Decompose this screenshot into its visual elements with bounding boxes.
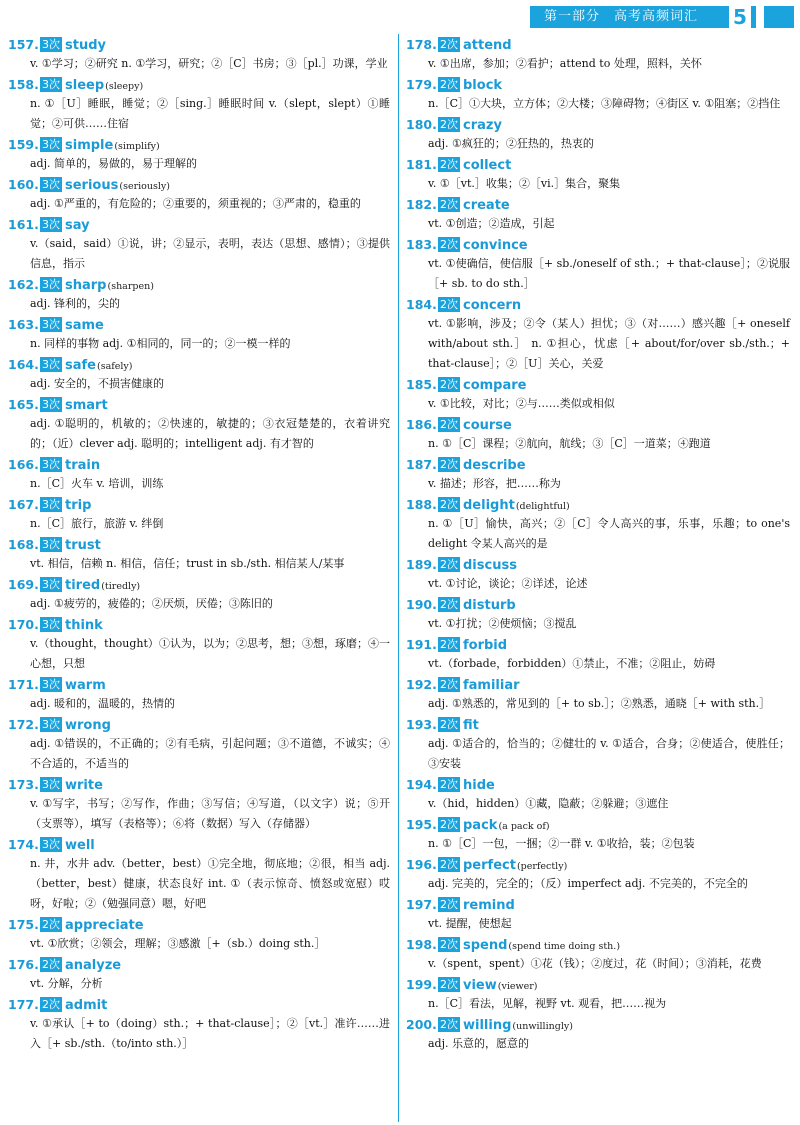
entry-headword-line	[406, 894, 790, 914]
frequency-badge: 2次	[440, 78, 458, 91]
headword: block	[463, 78, 503, 93]
vocab-entry	[8, 274, 390, 314]
entry-number: 161.	[8, 217, 39, 232]
frequency-badge: 2次	[440, 418, 458, 431]
frequency-badge: 2次	[440, 158, 458, 171]
entry-headword-line	[406, 114, 790, 134]
frequency-badge: 2次	[440, 778, 458, 791]
vocab-entry	[406, 234, 790, 294]
entry-number: 188.	[406, 497, 437, 512]
frequency-badge: 3次	[42, 218, 60, 231]
frequency-badge: 2次	[440, 718, 458, 731]
frequency-badge: 3次	[42, 38, 60, 51]
entry-definition: v.（said，said）①说，讲；②显示，表明，表达（思想、感情）；③提供信息，指示	[30, 237, 390, 270]
frequency-badge: 3次	[42, 358, 60, 371]
headword: safe	[65, 358, 96, 373]
related-form: (viewer)	[497, 981, 538, 992]
entry-definition: vt.（forbade，forbidden）①禁止，不准；②阻止，妨碍	[428, 657, 716, 670]
headword: delight	[463, 498, 515, 513]
headword: pack	[463, 818, 498, 833]
vocab-entry	[8, 914, 390, 954]
headword: spend	[463, 938, 508, 953]
entry-headword-line	[8, 314, 390, 334]
headword: admit	[65, 998, 108, 1013]
entry-number: 183.	[406, 237, 437, 252]
vocab-entry	[406, 374, 790, 414]
frequency-badge: 3次	[42, 778, 60, 791]
entry-definition: n. ①［U］愉快，高兴；②［C］令人高兴的事，乐事，乐趣；to one's delight 令某人高兴的是	[428, 517, 790, 550]
entry-number: 167.	[8, 497, 39, 512]
entry-headword-line	[406, 774, 790, 794]
entry-number: 193.	[406, 717, 437, 732]
entry-headword-line	[8, 394, 390, 414]
vocab-entry	[8, 774, 390, 834]
frequency-badge: 2次	[440, 678, 458, 691]
headword: fit	[463, 718, 479, 733]
vocab-entry	[8, 494, 390, 534]
headword: warm	[65, 678, 106, 693]
entry-headword-line	[406, 294, 790, 314]
headword: disturb	[463, 598, 516, 613]
frequency-badge: 2次	[440, 558, 458, 571]
related-form: (perfectly)	[516, 861, 568, 872]
entry-definition: vt. ①讨论，谈论；②详述，论述	[428, 577, 588, 590]
headword: appreciate	[65, 918, 144, 933]
entry-definition: adj. ①错误的，不正确的；②有毛病，引起问题；③不道德，不诚实；④不合适的，不适当的	[30, 737, 390, 770]
headword: sharp	[65, 278, 107, 293]
vocab-entry	[406, 194, 790, 234]
vocab-entry	[8, 534, 390, 574]
entry-definition: v. ①比较，对比；②与……类似或相似	[428, 397, 615, 410]
frequency-badge: 2次	[440, 818, 458, 831]
entry-number: 192.	[406, 677, 437, 692]
entry-definition: adj. 安全的，不损害健康的	[30, 377, 165, 390]
frequency-badge: 3次	[42, 538, 60, 551]
entry-definition: v. ①出席，参加；②看护；attend to 处理，照料，关怀	[428, 57, 702, 70]
related-form: (safely)	[96, 361, 133, 372]
vocab-entry	[8, 34, 390, 74]
section-title: 第一部分 高考高频词汇	[544, 9, 699, 24]
entry-number: 169.	[8, 577, 39, 592]
headword: collect	[463, 158, 512, 173]
vocab-entry	[406, 454, 790, 494]
vocab-entry	[8, 714, 390, 774]
vocab-entry	[8, 834, 390, 914]
vocab-entry	[8, 354, 390, 394]
headword: willing	[463, 1018, 512, 1033]
frequency-badge: 3次	[42, 718, 60, 731]
frequency-badge: 2次	[440, 238, 458, 251]
frequency-badge: 3次	[42, 618, 60, 631]
entry-number: 198.	[406, 937, 437, 952]
headword: think	[65, 618, 103, 633]
section-header	[530, 6, 756, 28]
entry-headword-line	[8, 534, 390, 554]
entry-headword-line	[406, 554, 790, 574]
entry-headword-line	[8, 774, 390, 794]
entry-number: 160.	[8, 177, 39, 192]
entry-number: 196.	[406, 857, 437, 872]
frequency-badge: 3次	[42, 498, 60, 511]
frequency-badge: 3次	[42, 398, 60, 411]
headword: crazy	[463, 118, 502, 133]
entry-number: 186.	[406, 417, 437, 432]
entry-number: 174.	[8, 837, 39, 852]
vocab-entry	[8, 174, 390, 214]
entry-headword-line	[8, 454, 390, 474]
frequency-badge: 2次	[440, 38, 458, 51]
frequency-badge: 2次	[440, 898, 458, 911]
vocab-entry	[8, 454, 390, 494]
entry-number: 194.	[406, 777, 437, 792]
entry-definition: vt. ①创造；②造成，引起	[428, 217, 555, 230]
frequency-badge: 2次	[440, 1018, 458, 1031]
frequency-badge: 2次	[440, 858, 458, 871]
entry-number: 168.	[8, 537, 39, 552]
entry-number: 166.	[8, 457, 39, 472]
headword: study	[65, 38, 106, 53]
entry-definition: n. 同样的事物 adj. ①相同的，同一的；②一模一样的	[30, 337, 291, 350]
frequency-badge: 3次	[42, 678, 60, 691]
entry-definition: vt. 相信，信赖 n. 相信，信任；trust in sb./sth. 相信某人/某事	[30, 557, 345, 570]
entry-number: 181.	[406, 157, 437, 172]
frequency-badge: 2次	[440, 118, 458, 131]
entry-definition: v. ①承认［+ to（doing）sth.；+ that-clause］；②［vt.］准许……进入［+ sb./sth.（to/into sth.）］	[30, 1017, 390, 1050]
vocab-entry	[8, 574, 390, 614]
entry-headword-line	[8, 74, 390, 94]
entry-definition: vt. ①影响，涉及；②令（某人）担忧；③（对……）感兴趣［+ oneself with/about sth.］ n. ①担心，忧虑［+ about/for/over sb./sth.；+ that-clause］；②［U］关心，关爱	[428, 317, 790, 370]
related-form: (sleepy)	[105, 81, 144, 92]
entry-definition: adj. 完美的，完全的；（反）imperfect adj. 不完美的，不完全的	[428, 877, 748, 890]
headword: forbid	[463, 638, 508, 653]
headword: write	[65, 778, 103, 793]
vocab-entry	[406, 634, 790, 674]
entry-headword-line	[406, 1014, 790, 1034]
vocab-entry	[406, 1014, 790, 1054]
vocab-entry	[406, 974, 790, 1014]
vocab-entry	[8, 214, 390, 274]
entry-headword-line	[8, 34, 390, 54]
frequency-badge: 3次	[42, 278, 60, 291]
entry-number: 175.	[8, 917, 39, 932]
frequency-badge: 3次	[42, 78, 60, 91]
entry-number: 177.	[8, 997, 39, 1012]
vocab-entry	[406, 414, 790, 454]
entry-number: 164.	[8, 357, 39, 372]
entry-headword-line	[8, 574, 390, 594]
entry-headword-line	[406, 854, 790, 874]
frequency-badge: 2次	[440, 378, 458, 391]
entry-number: 157.	[8, 37, 39, 52]
entry-definition: n.［C］看法，见解，视野 vt. 观看，把……视为	[428, 997, 667, 1010]
entry-number: 163.	[8, 317, 39, 332]
related-form: (spend time doing sth.)	[508, 941, 621, 952]
vocab-entry	[406, 594, 790, 634]
entry-headword-line	[406, 74, 790, 94]
related-form: (a pack of)	[498, 821, 550, 832]
headword: remind	[463, 898, 515, 913]
entry-number: 176.	[8, 957, 39, 972]
entry-definition: n. ①［U］睡眠，睡觉；②［sing.］睡眠时间 v.（slept，slept）①睡觉；②可供……住宿	[30, 97, 390, 130]
frequency-badge: 2次	[440, 498, 458, 511]
entry-definition: adj. ①疯狂的；②狂热的，热衷的	[428, 137, 594, 150]
vocab-entry	[406, 814, 790, 854]
headword: concern	[463, 298, 522, 313]
headword: perfect	[463, 858, 516, 873]
entry-headword-line	[8, 714, 390, 734]
frequency-badge: 3次	[42, 178, 60, 191]
headword: same	[65, 318, 104, 333]
entry-definition: v.（spent，spent）①花（钱）；②度过，花（时间）；③消耗，花费	[428, 957, 762, 970]
entry-headword-line	[406, 594, 790, 614]
entry-number: 182.	[406, 197, 437, 212]
entry-headword-line	[406, 814, 790, 834]
entry-headword-line	[8, 274, 390, 294]
frequency-badge: 2次	[440, 978, 458, 991]
vocab-entry	[406, 854, 790, 894]
entry-number: 178.	[406, 37, 437, 52]
headword: compare	[463, 378, 527, 393]
frequency-badge: 2次	[440, 938, 458, 951]
entry-number: 170.	[8, 617, 39, 632]
vocab-entry	[406, 34, 790, 74]
headword: say	[65, 218, 90, 233]
entry-number: 180.	[406, 117, 437, 132]
headword: well	[65, 838, 95, 853]
vocab-entry	[8, 394, 390, 454]
entry-headword-line	[406, 34, 790, 54]
entry-headword-line	[8, 994, 390, 1014]
entry-number: 187.	[406, 457, 437, 472]
vocab-entry	[406, 774, 790, 814]
headword: train	[65, 458, 101, 473]
entry-definition: vt. ①欣赏；②领会，理解；③感激［+（sb.）doing sth.］	[30, 937, 326, 950]
entry-definition: adj. ①疲劳的，疲倦的；②厌烦，厌倦；③陈旧的	[30, 597, 273, 610]
headword: wrong	[65, 718, 111, 733]
column-divider	[398, 34, 399, 1122]
entry-definition: v. 描述；形容，把……称为	[428, 477, 561, 490]
entry-headword-line	[8, 914, 390, 934]
entry-number: 185.	[406, 377, 437, 392]
page-number: 5	[729, 4, 751, 30]
headword: smart	[65, 398, 108, 413]
entry-number: 184.	[406, 297, 437, 312]
vocab-entry	[406, 494, 790, 554]
entry-headword-line	[406, 674, 790, 694]
vocab-entry	[406, 74, 790, 114]
entry-definition: v.（hid，hidden）①藏，隐蔽；②躲避；③遮住	[428, 797, 669, 810]
vocab-entry	[8, 614, 390, 674]
headword: convince	[463, 238, 528, 253]
entry-headword-line	[406, 454, 790, 474]
entry-number: 179.	[406, 77, 437, 92]
entry-headword-line	[8, 954, 390, 974]
entry-definition: adj. ①聪明的，机敏的；②快速的，敏捷的；③衣冠楚楚的，衣着讲究的；（近）clever adj. 聪明的；intelligent adj. 有才智的	[30, 417, 390, 450]
entry-headword-line	[8, 494, 390, 514]
entry-definition: vt. 提醒，使想起	[428, 917, 512, 930]
vocab-entry	[406, 894, 790, 934]
entry-headword-line	[406, 194, 790, 214]
vocab-entry	[8, 74, 390, 134]
frequency-badge: 3次	[42, 138, 60, 151]
frequency-badge: 2次	[440, 298, 458, 311]
frequency-badge: 2次	[440, 458, 458, 471]
entry-number: 165.	[8, 397, 39, 412]
entry-number: 162.	[8, 277, 39, 292]
entry-definition: n. ①［C］课程；②航向，航线；③［C］一道菜；④跑道	[428, 437, 711, 450]
entry-definition: vt. 分解，分析	[30, 977, 103, 990]
related-form: (sharpen)	[107, 281, 154, 292]
frequency-badge: 2次	[42, 918, 60, 931]
headword: sleep	[65, 78, 105, 93]
entry-headword-line	[406, 374, 790, 394]
entry-headword-line	[406, 414, 790, 434]
entry-definition: n.［C］①大块，立方体；②大楼；③障碍物；④街区 v. ①阻塞；②挡住	[428, 97, 781, 110]
entry-definition: adj. 乐意的，愿意的	[428, 1037, 530, 1050]
entry-headword-line	[8, 174, 390, 194]
entry-headword-line	[8, 134, 390, 154]
frequency-badge: 2次	[42, 998, 60, 1011]
entry-definition: n. ①［C］一包，一捆；②一群 v. ①收拾，装；②包装	[428, 837, 695, 850]
entry-number: 172.	[8, 717, 39, 732]
vocab-entry	[406, 714, 790, 774]
related-form: (simplify)	[114, 141, 160, 152]
entry-headword-line	[406, 154, 790, 174]
entry-headword-line	[406, 494, 790, 514]
related-form: (seriously)	[119, 181, 170, 192]
entry-definition: v.（thought，thought）①认为，以为；②思考，想；③想，琢磨；④一心想，只想	[30, 637, 390, 670]
entry-headword-line	[406, 714, 790, 734]
vocab-entry	[406, 294, 790, 374]
entry-definition: v. ①［vt.］收集；②［vi.］集合，聚集	[428, 177, 621, 190]
entry-definition: adj. 简单的，易做的，易于理解的	[30, 157, 198, 170]
right-column	[406, 34, 790, 1054]
entry-headword-line	[406, 234, 790, 254]
entry-number: 191.	[406, 637, 437, 652]
entry-number: 158.	[8, 77, 39, 92]
headword: create	[463, 198, 510, 213]
vocab-entry	[8, 994, 390, 1054]
headword: familiar	[463, 678, 520, 693]
frequency-badge: 3次	[42, 318, 60, 331]
frequency-badge: 2次	[440, 638, 458, 651]
headword: tired	[65, 578, 101, 593]
entry-definition: adj. 锋利的，尖的	[30, 297, 121, 310]
entry-number: 173.	[8, 777, 39, 792]
entry-headword-line	[406, 934, 790, 954]
headword: course	[463, 418, 512, 433]
entry-number: 189.	[406, 557, 437, 572]
entry-definition: n.［C］旅行，旅游 v. 绊倒	[30, 517, 164, 530]
entry-definition: n. 井，水井 adv.（better，best）①完全地，彻底地；②很，相当 adj.（better，best）健康，状态良好 int. ①（表示惊奇、愤怒或宽慰）哎呀，好啦；②（勉强同意）嗯，好吧	[30, 857, 390, 910]
frequency-badge: 3次	[42, 838, 60, 851]
frequency-badge: 3次	[42, 578, 60, 591]
entry-number: 190.	[406, 597, 437, 612]
entry-definition: adj. ①熟悉的，常见到的［+ to sb.］；②熟悉，通晓［+ with sth.］	[428, 697, 771, 710]
headword: simple	[65, 138, 114, 153]
entry-number: 171.	[8, 677, 39, 692]
entry-number: 195.	[406, 817, 437, 832]
related-form: (delightful)	[515, 501, 570, 512]
entry-definition: vt. ①打扰；②使烦恼；③搅乱	[428, 617, 577, 630]
headword: hide	[463, 778, 495, 793]
headword: trip	[65, 498, 92, 513]
headword: serious	[65, 178, 119, 193]
entry-headword-line	[406, 634, 790, 654]
headword: discuss	[463, 558, 517, 573]
headword: describe	[463, 458, 526, 473]
entry-number: 199.	[406, 977, 437, 992]
entry-definition: adj. ①适合的，恰当的；②健壮的 v. ①适合，合身；②使适合，使胜任；③安装	[428, 737, 790, 770]
vocab-entry	[8, 314, 390, 354]
vocab-entry	[8, 674, 390, 714]
entry-definition: v. ①学习；②研究 n. ①学习，研究；②［C］书房；③［pl.］功课，学业	[30, 57, 388, 70]
frequency-badge: 3次	[42, 458, 60, 471]
headword: attend	[463, 38, 512, 53]
entry-headword-line	[406, 974, 790, 994]
related-form: (tiredly)	[101, 581, 141, 592]
headword: trust	[65, 538, 101, 553]
left-column	[8, 34, 390, 1054]
vocab-entry	[8, 954, 390, 994]
entry-definition: adj. ①严重的，有危险的；②重要的，须重视的；③严肃的，稳重的	[30, 197, 361, 210]
headword: analyze	[65, 958, 122, 973]
entry-definition: v. ①写字，书写；②写作，作曲；③写信；④写道，（以文字）说；⑤开（支票等），填写（表格等）；⑥将（数据）写入（存储器）	[30, 797, 390, 830]
vocab-entry	[406, 154, 790, 194]
entry-definition: adj. 暖和的，温暖的，热情的	[30, 697, 176, 710]
vocab-entry	[406, 114, 790, 154]
frequency-badge: 2次	[42, 958, 60, 971]
headword: view	[463, 978, 497, 993]
entry-definition: n.［C］火车 v. 培训，训练	[30, 477, 164, 490]
entry-headword-line	[8, 614, 390, 634]
frequency-badge: 2次	[440, 598, 458, 611]
entry-headword-line	[8, 674, 390, 694]
entry-number: 200.	[406, 1017, 437, 1032]
entry-number: 159.	[8, 137, 39, 152]
entry-headword-line	[8, 834, 390, 854]
header-accent-bar	[764, 6, 794, 28]
entry-definition: vt. ①使确信，使信服［+ sb./oneself of sth.；+ that-clause］；②说服［+ sb. to do sth.］	[428, 257, 790, 290]
entry-headword-line	[8, 354, 390, 374]
frequency-badge: 2次	[440, 198, 458, 211]
entry-number: 197.	[406, 897, 437, 912]
vocab-entry	[406, 934, 790, 974]
vocab-entry	[406, 674, 790, 714]
entry-headword-line	[8, 214, 390, 234]
vocab-entry	[406, 554, 790, 594]
vocab-entry	[8, 134, 390, 174]
related-form: (unwillingly)	[512, 1021, 573, 1032]
